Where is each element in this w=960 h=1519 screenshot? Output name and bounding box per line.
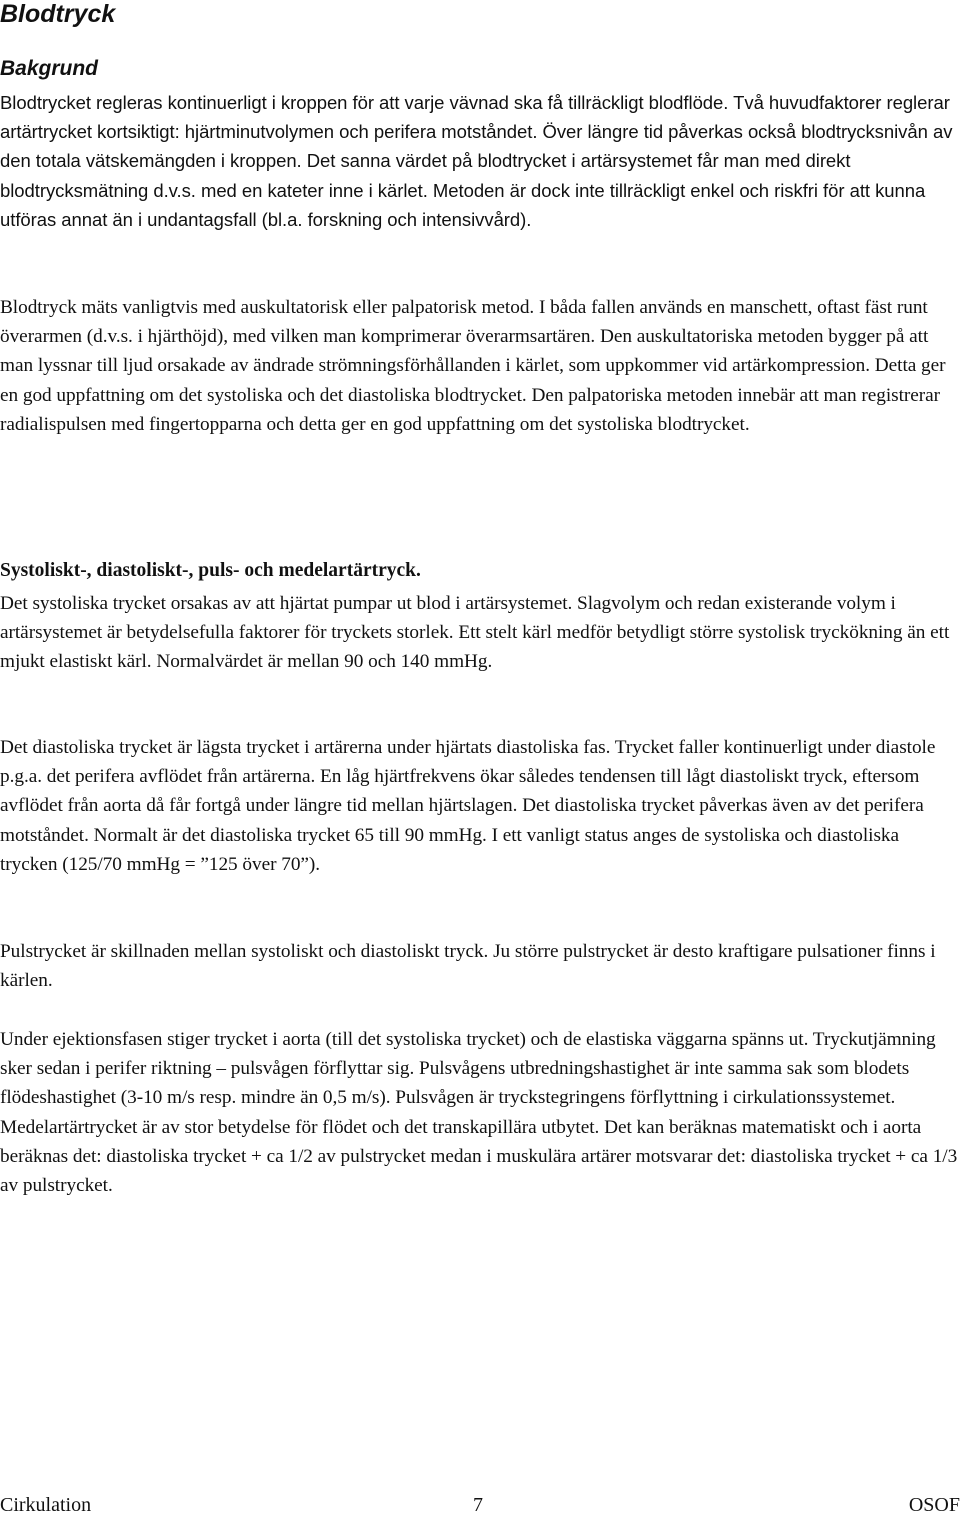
intro-paragraph: Blodtrycket regleras kontinuerligt i kroppen för att varje vävnad ska få tillräckligt blodflöde. Två huvudfaktorer reglerar artärtrycket kortsiktigt: hjärtminutvolymen och perifera motståndet. Över längre tid påverkas också blodtrycksnivån av den totala vätskemängden i kroppen. Det sanna värdet på blodtrycket i artärsystemet får man med direkt blodtrycksmätning d.v.s. med en kateter inne i kärlet. Metoden är dock inte tillräckligt enkel och riskfri för att kunna utföras annat än i undantagsfall (bl.a. forskning och intensivvård). bbox=[0, 92, 953, 230]
page-title: Blodtryck bbox=[0, 0, 116, 28]
background-heading: Bakgrund bbox=[0, 57, 99, 80]
page-number: 7 bbox=[473, 1494, 483, 1516]
footer-chapter: Cirkulation bbox=[0, 1494, 92, 1516]
page-footer bbox=[0, 1491, 960, 1519]
pulse-pressure-paragraph: Pulstrycket är skillnaden mellan systoliskt och diastoliskt tryck. Ju större pulstrycket är desto kraftigare pulsationer finns i kärlen. bbox=[0, 941, 936, 992]
footer-author: OSOF bbox=[908, 1494, 960, 1516]
measurement-paragraph: Blodtryck mäts vanligtvis med auskultatorisk eller palpatorisk metod. I båda fallen används en manschett, oftast fäst runt överarmen (d.v.s. i hjärthöjd), med vilken man komprimerar överarmsartären. Den auskultatoriska metoden bygger på att man lyssnar till ljud orsakade av ändrade strömningsförhållanden i kärlet, som uppkommer vid artärkompression. Detta ger en god uppfattning om det systoliska och det diastoliska blodtrycket. Den palpatoriska metoden innebär att man registrerar radialispulsen med fingertopparna och detta ger en god uppfattning om det systoliska blodtrycket. bbox=[0, 297, 946, 435]
systolic-paragraph: Det systoliska trycket orsakas av att hjärtat pumpar ut blod i artärsystemet. Slagvolym och redan existerande volym i artärsystemet är betydelsefulla faktorer för tryckets storlek. Ett stelt kärl medför betydligt större systolisk tryckökning än ett mjukt elastiskt kärl. Normalvärdet är mellan 90 och 140 mmHg. bbox=[0, 593, 950, 673]
section-heading: Systoliskt-, diastoliskt-, puls- och medelartärtryck. bbox=[0, 560, 421, 581]
diastolic-paragraph: Det diastoliska trycket är lägsta trycket i artärerna under hjärtats diastoliska fas. Trycket faller kontinuerligt under diastole p.g.a. det perifera avflödet från artärerna. En låg hjärtfrekvens ökar således tendensen till lågt diastoliskt tryck, eftersom avflödet från aorta då får fortgå under längre tid mellan hjärtslagen. Det diastoliska trycket påverkas även av det perifera motståndet. Normalt är det diastoliska trycket 65 till 90 mmHg. I ett vanligt status anges de systoliska och diastoliska trycken (125/70 mmHg = ”125 över 70”). bbox=[0, 737, 936, 875]
mean-pressure-paragraph: Under ejektionsfasen stiger trycket i aorta (till det systoliska trycket) och de elastiska väggarna spänns ut. Tryckutjämning sker sedan i perifer riktning – pulsvågen förflyttar sig. Pulsvågens utbredningshastighet är inte samma sak som blodets flödeshastighet (3-10 m/s resp. mindre än 0,5 m/s). Pulsvågen är tryckstegringens förflyttning i cirkulationssystemet. Medelartärtrycket är av stor betydelse för flödet och det transkapillära utbytet. Det kan beräknas matematiskt och i aorta beräknas det: diastoliska trycket + ca 1/2 av pulstrycket medan i muskulära artärer motsvarar det: diastoliska trycket + ca 1/3 av pulstrycket. bbox=[0, 1029, 958, 1197]
